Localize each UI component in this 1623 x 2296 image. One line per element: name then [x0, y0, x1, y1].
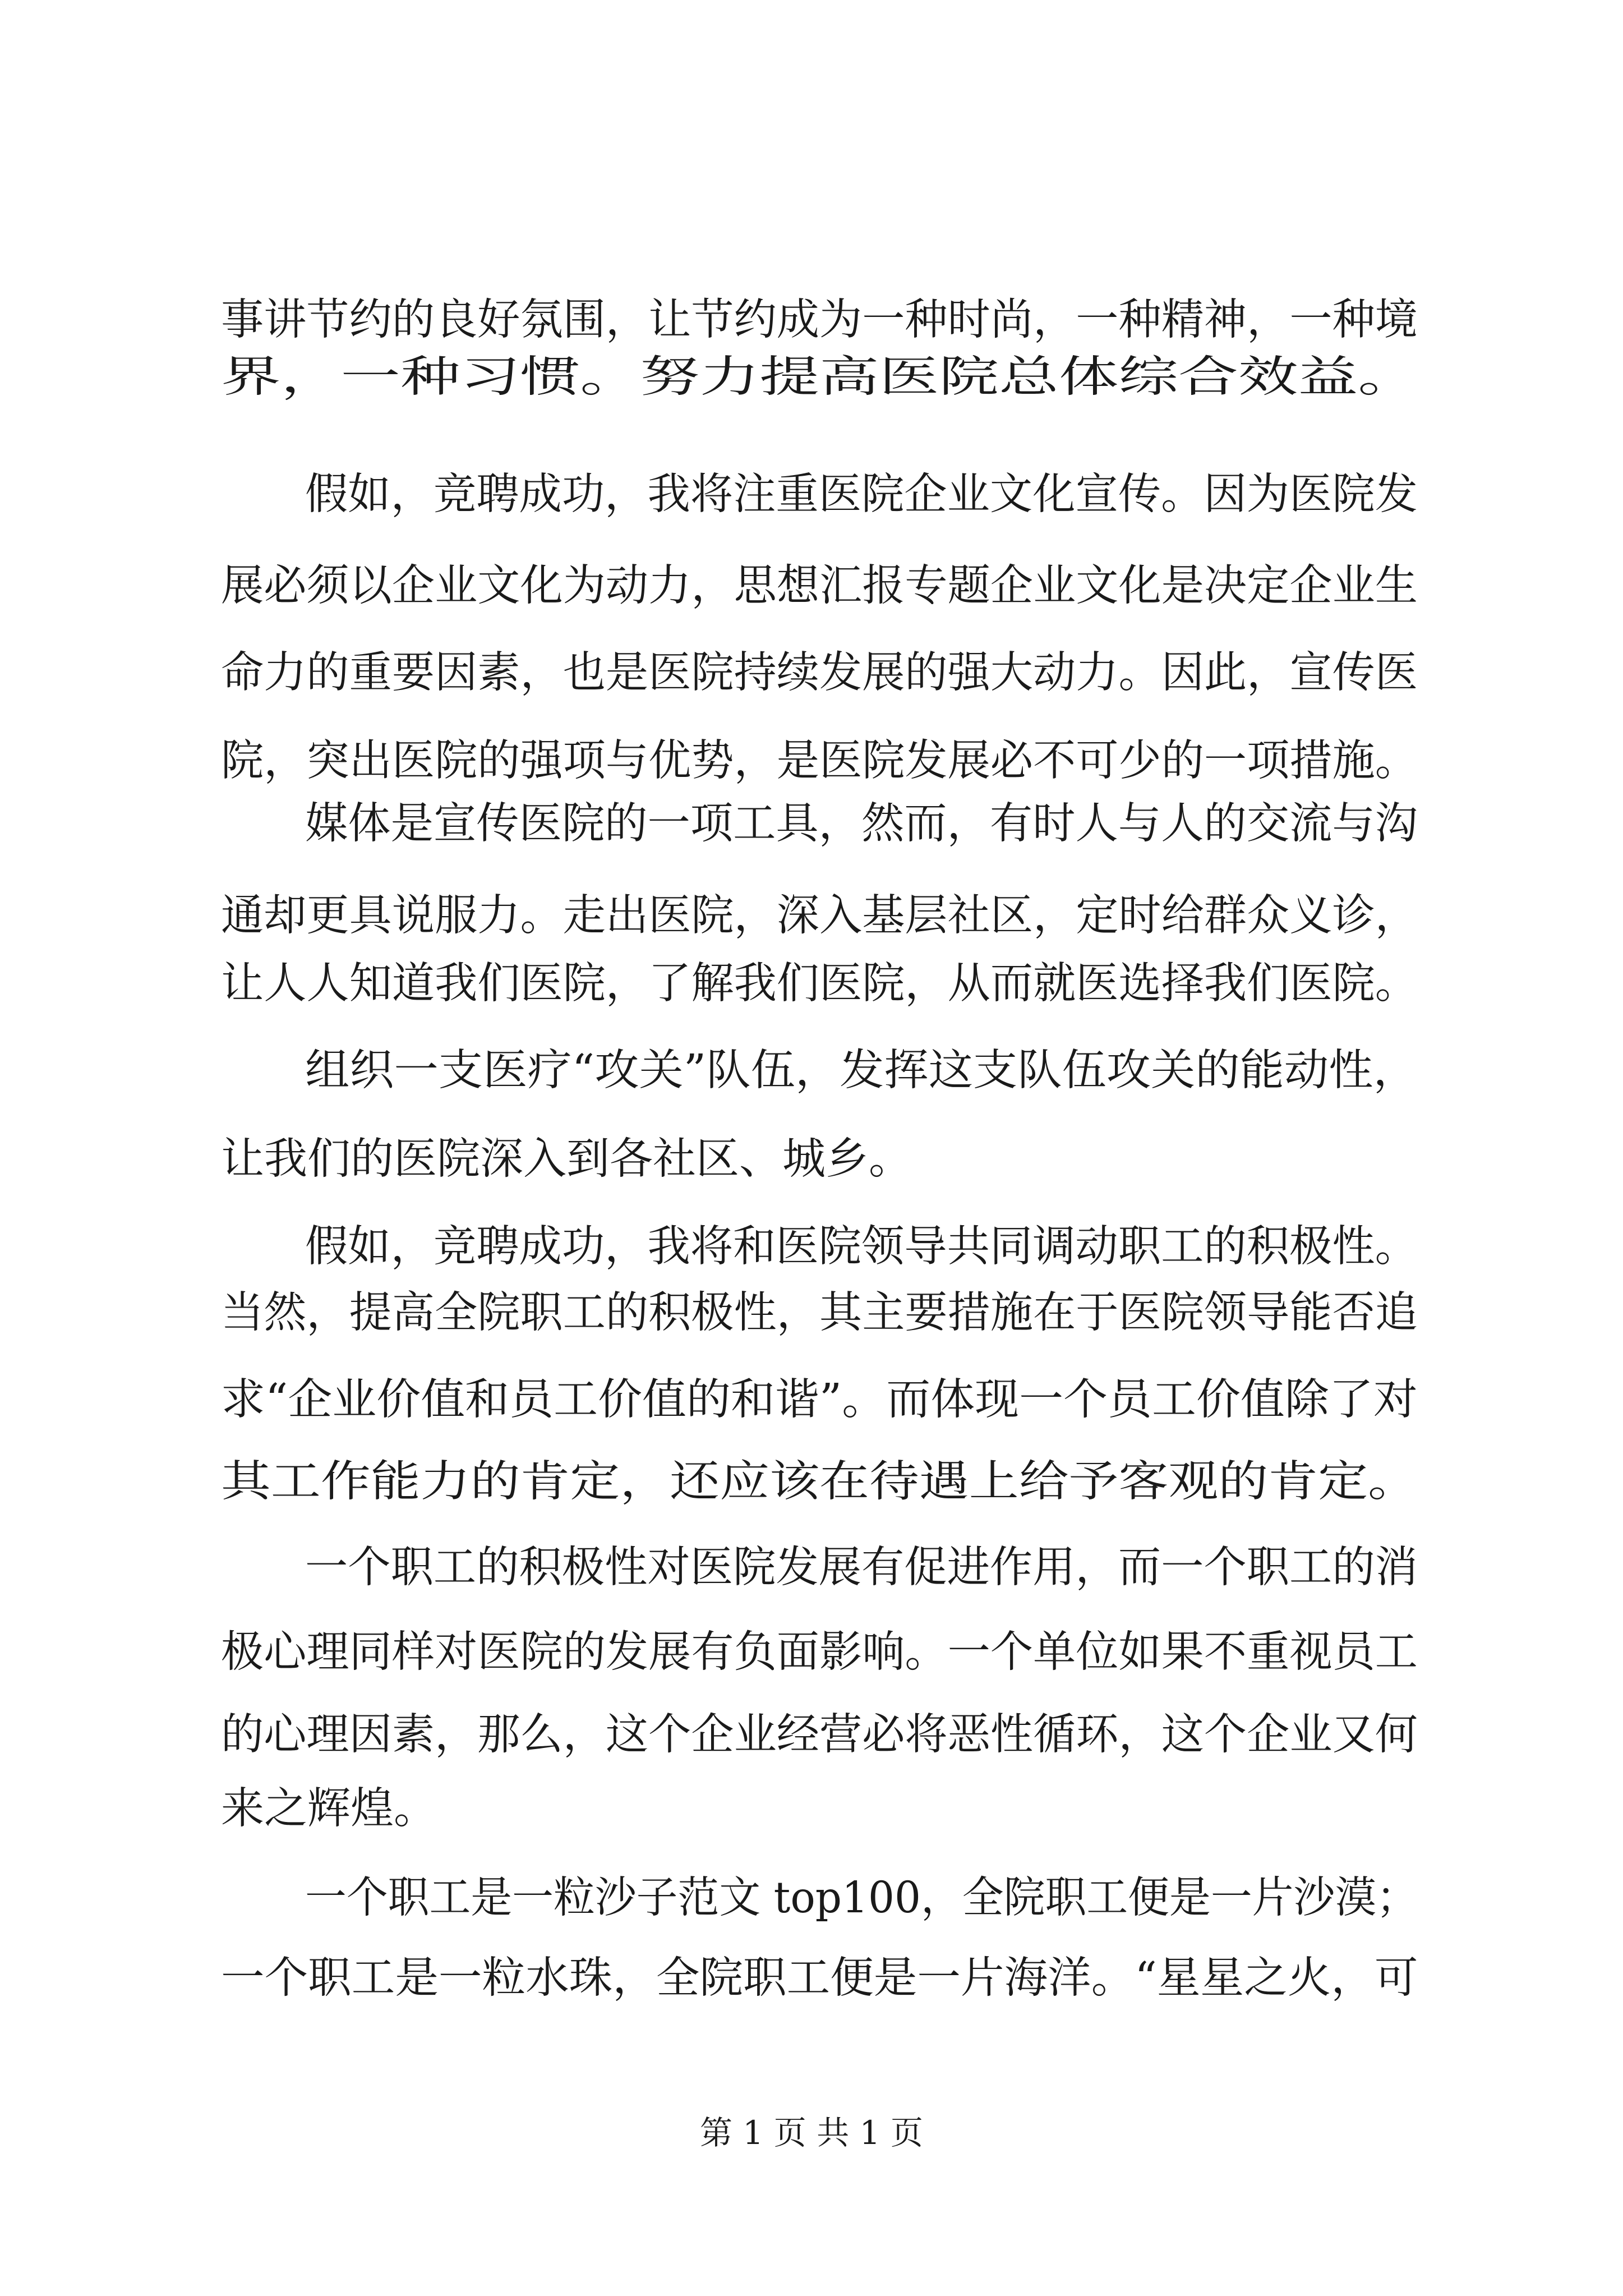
page-footer: 第 1 页 共 1 页: [700, 2114, 923, 2152]
text-line: 界，一种习惯。努力提高医院总体综合效益。: [221, 352, 1418, 402]
text-line: 展必须以企业文化为动力，思想汇报专题企业文化是决定企业生: [221, 561, 1418, 611]
text-line: 让人人知道我们医院，了解我们医院，从而就医选择我们医院。: [221, 959, 1418, 1009]
text-line: 其工作能力的肯定，还应该在待遇上给予客观的肯定。: [221, 1457, 1418, 1507]
text-line: 的心理因素，那么，这个企业经营必将恶性循环，这个企业又何: [221, 1710, 1418, 1760]
text-line: 事讲节约的良好氛围，让节约成为一种时尚，一种精神，一种境: [221, 295, 1418, 345]
text-line: 让我们的医院深入到各社区、城乡。: [221, 1134, 912, 1184]
text-line: 院，突出医院的强项与优势，是医院发展必不可少的一项措施。: [221, 736, 1418, 786]
paragraph-first-line: 一个职工是一粒沙子范文 top100，全院职工便是一片沙漠；: [305, 1873, 1418, 1923]
paragraph-first-line: 一个职工的积极性对医院发展有促进作用，而一个职工的消: [305, 1543, 1418, 1593]
paragraph-first-line: 假如，竞聘成功，我将和医院领导共同调动职工的积极性。: [305, 1222, 1418, 1272]
text-line: 命力的重要因素，也是医院持续发展的强大动力。因此，宣传医: [221, 648, 1418, 698]
text-line: 来之辉煌。: [221, 1784, 437, 1834]
paragraph-first-line: 组织一支医疗“攻关”队伍，发挥这支队伍攻关的能动性，: [305, 1046, 1418, 1096]
text-line: 通却更具说服力。走出医院，深入基层社区，定时给群众义诊，: [221, 891, 1418, 941]
text-line: 求“企业价值和员工价值的和谐”。而体现一个员工价值除了对: [221, 1375, 1418, 1425]
text-line: 一个职工是一粒水珠，全院职工便是一片海洋。“星星之火，可: [221, 1953, 1418, 2003]
text-line: 当然，提高全院职工的积极性，其主要措施在于医院领导能否追: [221, 1288, 1418, 1338]
paragraph-first-line: 假如，竞聘成功，我将注重医院企业文化宣传。因为医院发: [305, 470, 1418, 519]
paragraph-first-line: 媒体是宣传医院的一项工具，然而，有时人与人的交流与沟: [305, 799, 1418, 849]
text-line: 极心理同样对医院的发展有负面影响。一个单位如果不重视员工: [221, 1627, 1418, 1677]
